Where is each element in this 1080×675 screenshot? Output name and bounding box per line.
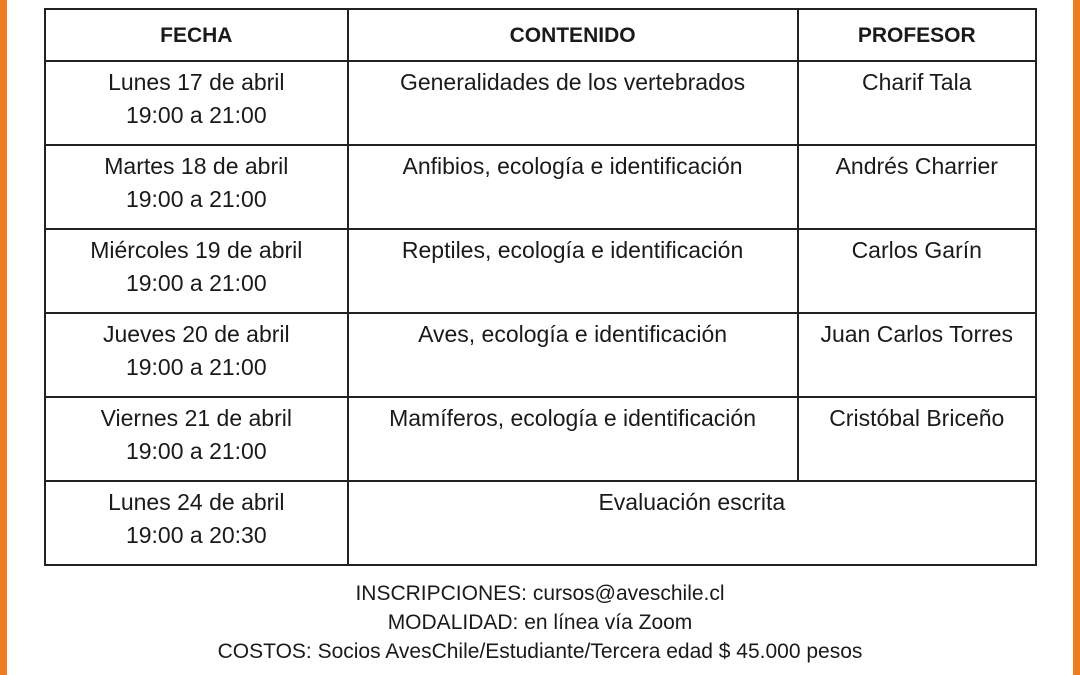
header-profesor: PROFESOR	[798, 9, 1036, 61]
content-cell: Aves, ecología e identificación	[348, 313, 798, 397]
teacher-cell: Andrés Charrier	[798, 145, 1036, 229]
table-row	[45, 397, 1036, 481]
header-row	[45, 9, 1036, 61]
accent-border-right	[1073, 0, 1080, 675]
time-label: 19:00 a 21:00	[125, 186, 267, 212]
accent-border-left	[0, 0, 7, 675]
day-label: Martes 18 de abril	[104, 153, 289, 179]
time-label: 19:00 a 21:00	[125, 270, 267, 296]
teacher-cell: Charif Tala	[798, 61, 1036, 145]
date-cell	[45, 229, 348, 313]
date-cell	[45, 145, 348, 229]
date-cell	[45, 313, 348, 397]
table-row	[45, 61, 1036, 145]
date-cell	[45, 397, 348, 481]
schedule-table	[44, 8, 1037, 566]
time-label: 19:00 a 21:00	[125, 102, 267, 128]
day-label: Lunes 24 de abril	[108, 489, 285, 515]
time-label: 19:00 a 20:30	[125, 522, 267, 548]
time-label: 19:00 a 21:00	[125, 438, 267, 464]
content-cell: Reptiles, ecología e identificación	[348, 229, 798, 313]
time-label: 19:00 a 21:00	[125, 354, 267, 380]
header-fecha: FECHA	[45, 9, 348, 61]
day-label: Lunes 17 de abril	[108, 69, 285, 95]
table-row	[45, 313, 1036, 397]
date-cell	[45, 61, 348, 145]
teacher-cell: Carlos Garín	[798, 229, 1036, 313]
content-cell: Generalidades de los vertebrados	[348, 61, 798, 145]
content-cell: Anfibios, ecología e identificación	[348, 145, 798, 229]
content-cell: Mamíferos, ecología e identificación	[348, 397, 798, 481]
header-contenido: CONTENIDO	[348, 9, 798, 61]
day-label: Jueves 20 de abril	[102, 321, 290, 347]
table-row	[45, 229, 1036, 313]
footer-info	[0, 579, 1080, 666]
inscripciones-line: INSCRIPCIONES: cursos@aveschile.cl	[355, 582, 725, 605]
table-row	[45, 481, 1036, 565]
teacher-cell: Juan Carlos Torres	[798, 313, 1036, 397]
teacher-cell: Cristóbal Briceño	[798, 397, 1036, 481]
date-cell	[45, 481, 348, 565]
day-label: Viernes 21 de abril	[100, 405, 292, 431]
day-label: Miércoles 19 de abril	[90, 237, 303, 263]
modalidad-line: MODALIDAD: en línea vía Zoom	[387, 611, 693, 634]
table-row	[45, 145, 1036, 229]
costos-line: COSTOS: Socios AvesChile/Estudiante/Tercera edad $ 45.000 pesos	[217, 640, 863, 663]
evaluation-cell: Evaluación escrita	[348, 481, 1036, 565]
